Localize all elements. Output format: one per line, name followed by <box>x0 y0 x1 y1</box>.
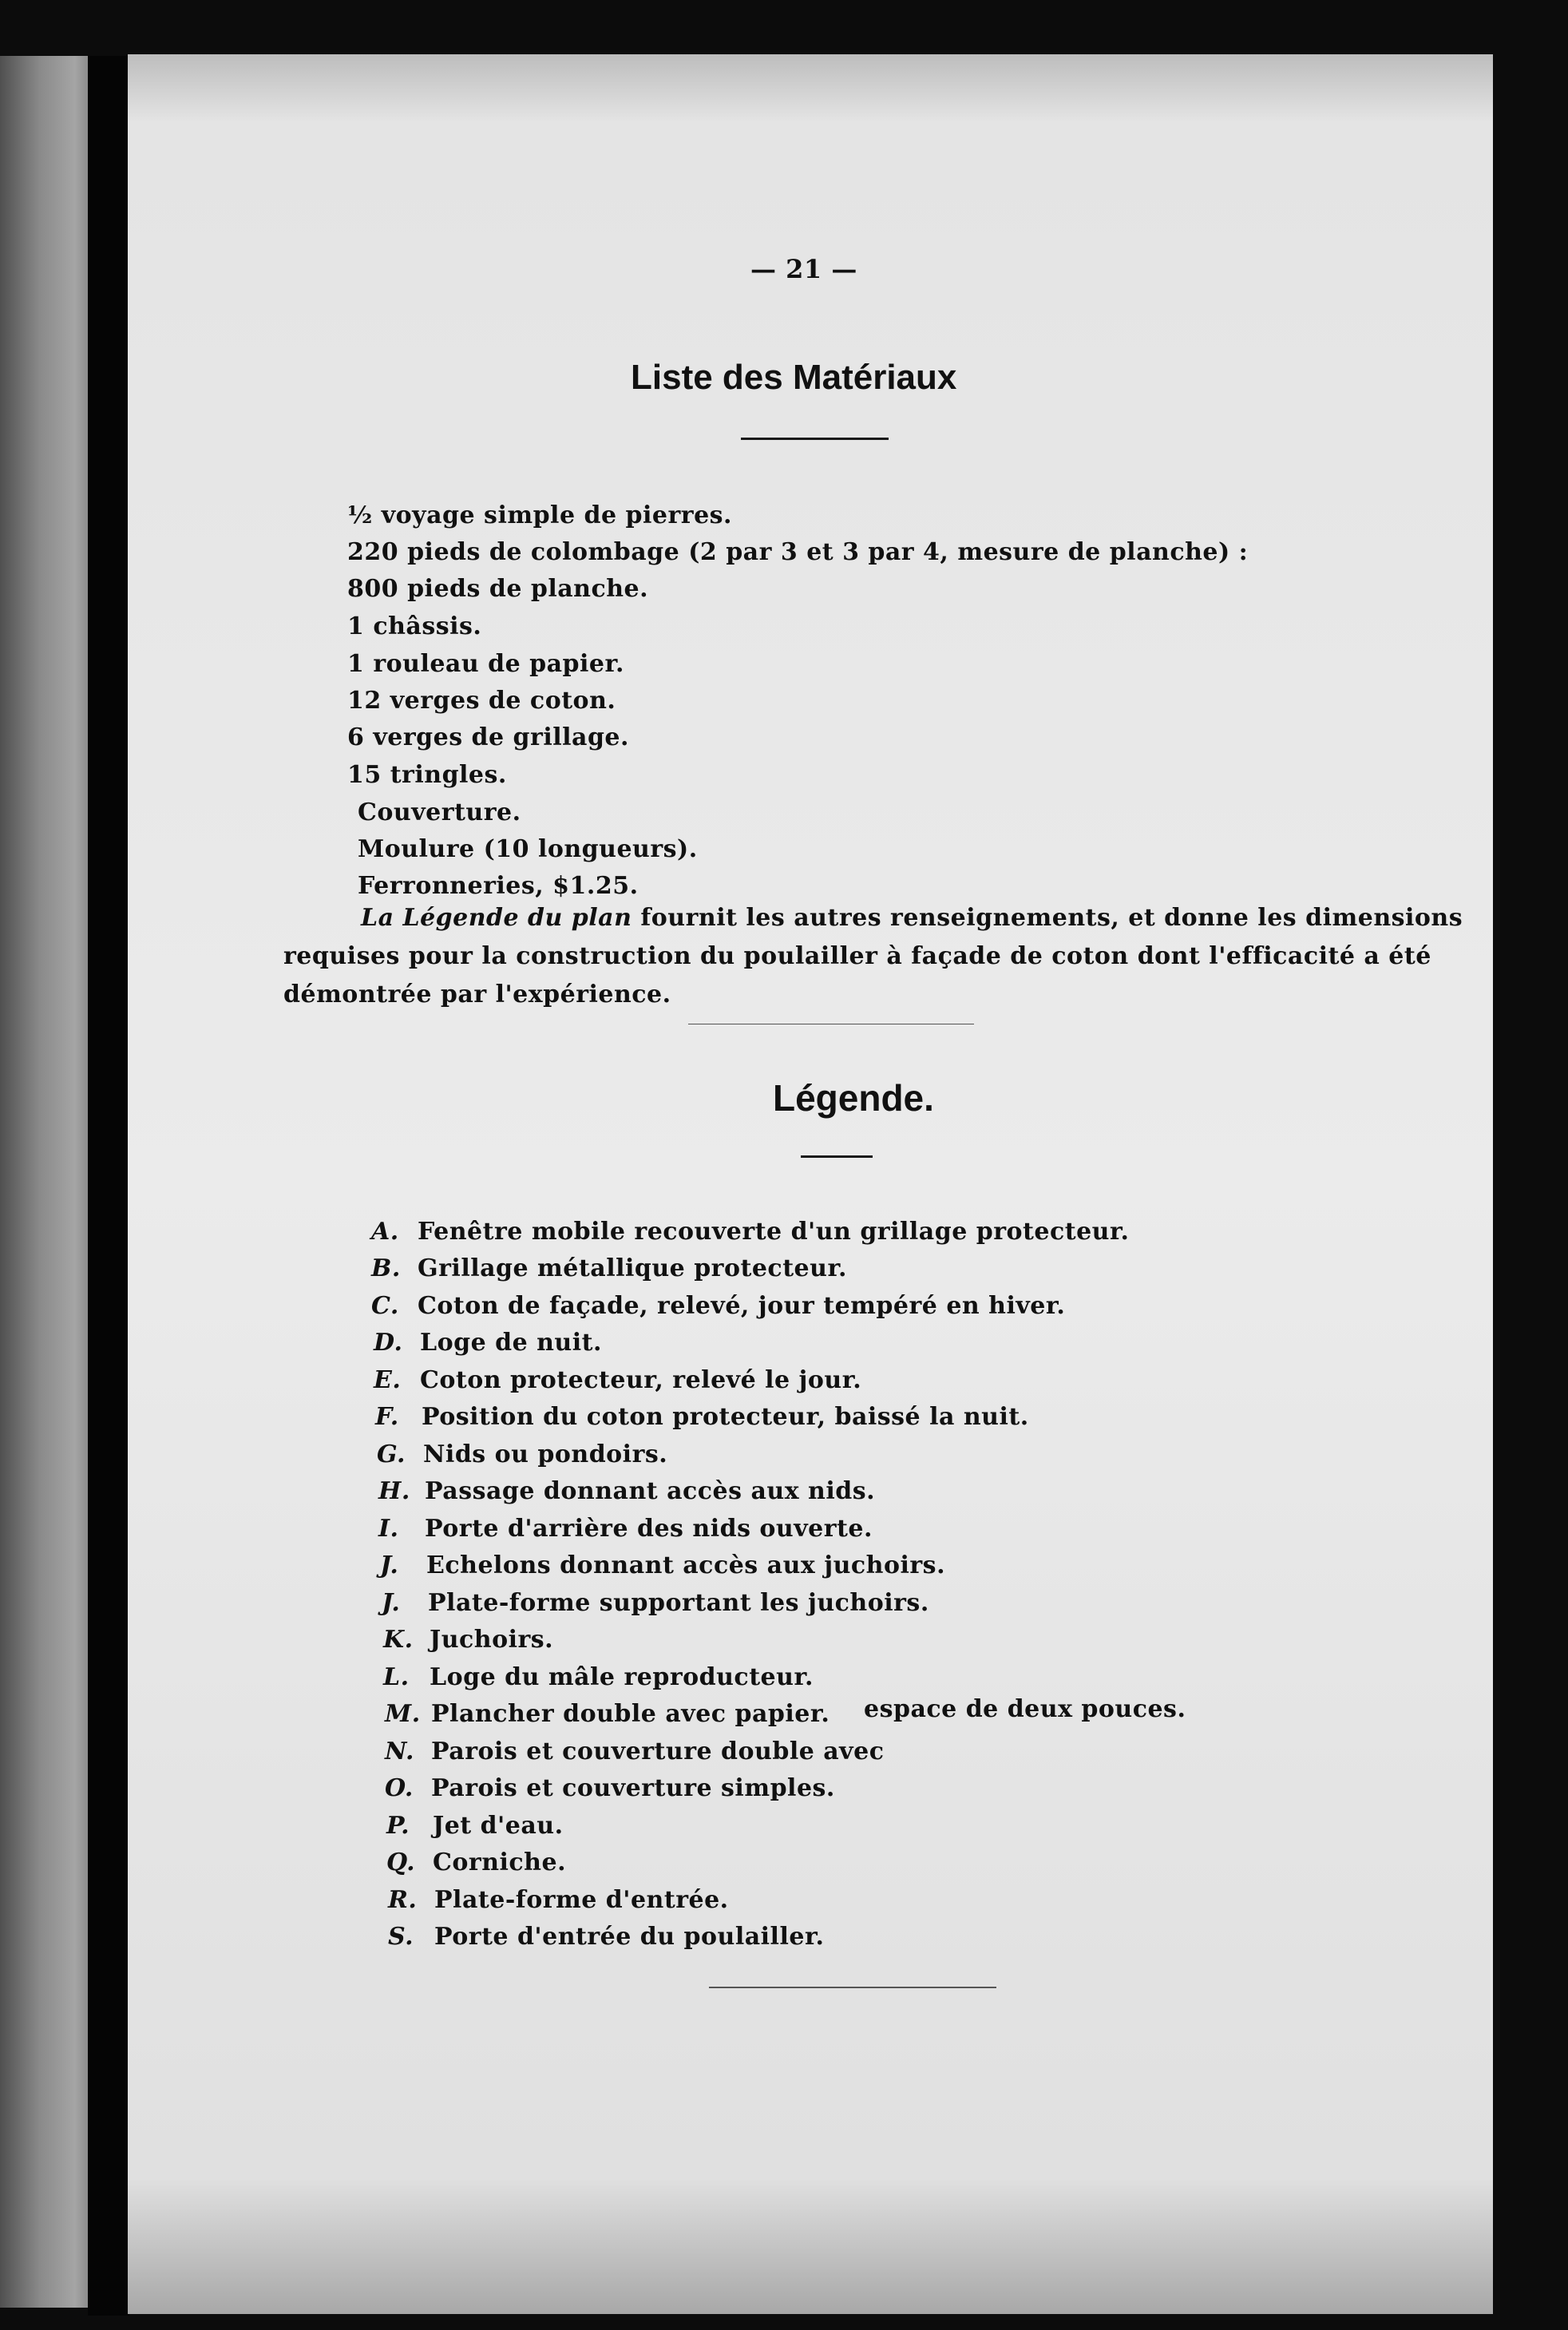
legend-letter: I. <box>378 1515 399 1543</box>
paragraph-line-3: démontrée par l'expérience. <box>283 981 671 1008</box>
legend-text: Position du coton protecteur, baissé la nuit. <box>422 1403 1029 1431</box>
legend-letter: E. <box>374 1366 402 1394</box>
material-item: Couverture. <box>358 798 521 826</box>
legend-letter: H. <box>378 1477 410 1505</box>
material-item: 800 pieds de planche. <box>347 575 649 603</box>
materials-title: Liste des Matériaux <box>631 358 957 397</box>
legend-letter: G. <box>377 1440 406 1468</box>
legend-item <box>374 1329 602 1357</box>
right-margin-dark <box>1493 48 1568 2330</box>
legend-side-note: espace de deux pouces. <box>864 1695 1186 1723</box>
legend-letter: J. <box>382 1589 401 1617</box>
legend-text: Coton protecteur, relevé le jour. <box>420 1366 862 1394</box>
legend-title: Légende. <box>773 1077 934 1119</box>
material-item: 1 châssis. <box>347 612 482 640</box>
legend-item <box>374 1366 861 1394</box>
material-item: 6 verges de grillage. <box>347 723 629 751</box>
legend-text: Plate-forme supportant les juchoirs. <box>428 1589 929 1617</box>
legend-letter: K. <box>383 1626 414 1654</box>
legend-text: Plancher double avec papier. <box>431 1700 830 1728</box>
legend-letter: P. <box>386 1812 410 1840</box>
legend-letter: L. <box>383 1663 410 1691</box>
paragraph-italic-start: La Légende du plan <box>361 904 632 932</box>
paragraph-line-1 <box>361 904 1463 932</box>
material-item: 1 rouleau de papier. <box>347 650 625 678</box>
legend-item <box>383 1626 553 1654</box>
legend-item <box>382 1589 929 1617</box>
legend-item <box>383 1663 814 1691</box>
legend-text: Parois et couverture double avec <box>431 1738 885 1765</box>
legend-text: Corniche. <box>433 1849 567 1876</box>
material-item: Moulure (10 longueurs). <box>358 835 698 863</box>
legend-text: Passage donnant accès aux nids. <box>425 1477 876 1505</box>
legend-item <box>371 1254 847 1282</box>
legend-letter: F. <box>375 1403 399 1431</box>
material-item: 15 tringles. <box>347 761 507 789</box>
legend-text: Loge du mâle reproducteur. <box>430 1663 814 1691</box>
left-page-edge <box>0 56 100 2308</box>
legend-text: Loge de nuit. <box>420 1329 602 1357</box>
legend-text: Porte d'arrière des nids ouverte. <box>425 1515 873 1543</box>
legend-item <box>378 1477 875 1505</box>
legend-item <box>371 1292 1065 1320</box>
legend-letter: Q. <box>386 1849 416 1876</box>
legend-letter: M. <box>385 1700 421 1728</box>
legend-item <box>385 1700 830 1728</box>
legend-item <box>388 1923 824 1951</box>
book-gutter <box>88 56 129 2316</box>
legend-letter: B. <box>371 1254 401 1282</box>
material-item: Ferronneries, $1.25. <box>358 872 639 900</box>
paragraph-line-1-rest: fournit les autres renseignements, et donne les dimensions <box>632 904 1463 932</box>
legend-item <box>378 1515 873 1543</box>
legend-item <box>371 1218 1130 1246</box>
legend-item <box>380 1551 945 1579</box>
material-item: ½ voyage simple de pierres. <box>347 501 732 529</box>
legend-letter: C. <box>371 1292 399 1320</box>
legend-item <box>385 1738 884 1765</box>
legend-item <box>385 1774 835 1802</box>
page-number: — 21 — <box>750 254 857 284</box>
paragraph-line-2: requises pour la construction du poulailler à façade de coton dont l'efficacité a été <box>283 942 1431 970</box>
bottom-divider <box>709 1987 996 1988</box>
legend-text: Plate-forme d'entrée. <box>434 1886 729 1914</box>
legend-item <box>377 1440 667 1468</box>
legend-letter: S. <box>388 1923 414 1951</box>
legend-text: Porte d'entrée du poulailler. <box>434 1923 825 1951</box>
title-rule <box>741 438 889 440</box>
legend-letter: N. <box>385 1738 414 1765</box>
legend-text: Coton de façade, relevé, jour tempéré en hiver. <box>418 1292 1066 1320</box>
legend-item <box>375 1403 1029 1431</box>
legend-text: Jet d'eau. <box>433 1812 564 1840</box>
legend-letter: R. <box>388 1886 418 1914</box>
legend-item <box>388 1886 729 1914</box>
legend-text: Grillage métallique protecteur. <box>418 1254 847 1282</box>
legend-letter: A. <box>371 1218 399 1246</box>
legend-text: Juchoirs. <box>430 1626 554 1654</box>
legend-item <box>386 1849 566 1876</box>
legend-text: Fenêtre mobile recouverte d'un grillage protecteur. <box>418 1218 1130 1246</box>
legend-letter: J. <box>380 1551 399 1579</box>
material-item: 220 pieds de colombage (2 par 3 et 3 par 4, mesure de planche) : <box>347 538 1249 566</box>
legend-item <box>386 1812 564 1840</box>
legend-letter: D. <box>374 1329 403 1357</box>
legend-letter: O. <box>385 1774 414 1802</box>
legend-text: Echelons donnant accès aux juchoirs. <box>426 1551 946 1579</box>
legend-text: Parois et couverture simples. <box>431 1774 835 1802</box>
material-item: 12 verges de coton. <box>347 687 616 715</box>
legend-text: Nids ou pondoirs. <box>423 1440 668 1468</box>
legend-title-rule <box>801 1155 873 1158</box>
